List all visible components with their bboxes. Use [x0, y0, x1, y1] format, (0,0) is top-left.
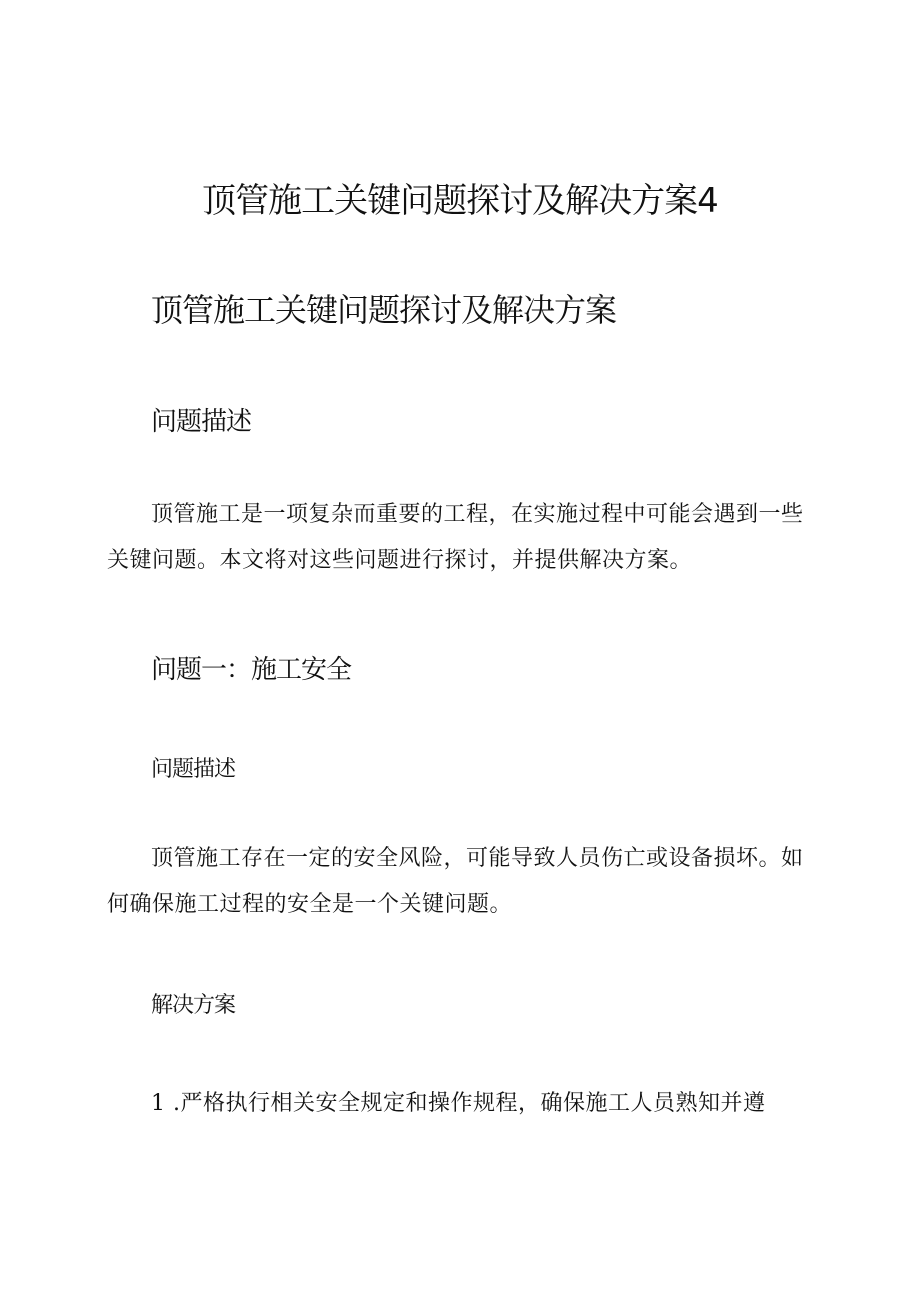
issue-one-description-heading: 问题描述: [151, 757, 236, 782]
issue-one-solution-heading: 解决方案: [151, 993, 236, 1018]
issue-one-heading: 问题一：施工安全: [151, 655, 352, 685]
issue-one-description-paragraph: 顶管施工存在一定的安全风险，可能导致人员伤亡或设备损坏。如何确保施工过程的安全是一个关键问题。: [107, 846, 804, 917]
main-heading: 顶管施工关键问题探讨及解决方案: [151, 291, 617, 329]
intro-heading: 问题描述: [151, 407, 252, 437]
solution-list-item: 1 .严格执行相关安全规定和操作规程，确保施工人员熟知并遵: [151, 1091, 766, 1116]
document-title: 顶管施工关键问题探讨及解决方案4: [202, 181, 718, 221]
intro-paragraph: 顶管施工是一项复杂而重要的工程，在实施过程中可能会遇到一些关键问题。本文将对这些问题进行探讨，并提供解决方案。: [107, 502, 804, 573]
